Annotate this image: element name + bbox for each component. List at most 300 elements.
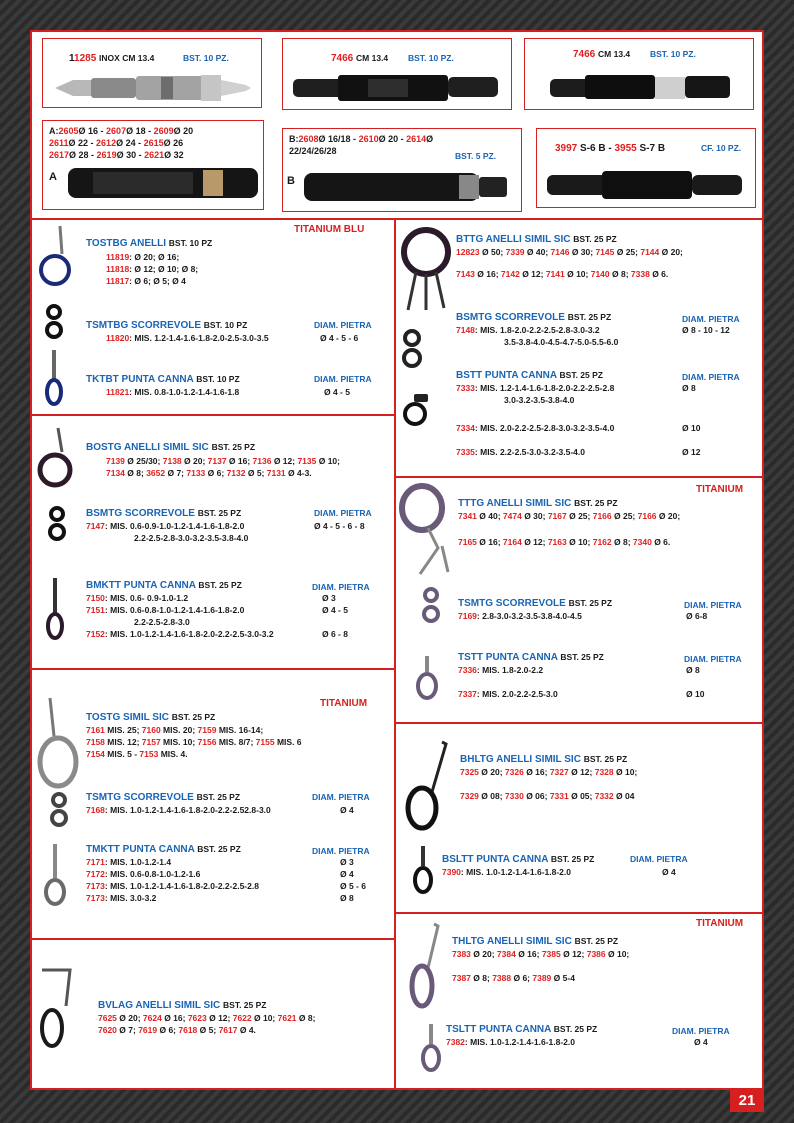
item-text: Ø 5; — [245, 468, 267, 478]
item-text: Ø 08; — [478, 791, 505, 801]
text-line — [452, 972, 752, 984]
text-line — [98, 1024, 315, 1036]
item-text: Ø 6; — [511, 973, 533, 983]
pack-label: BST. 25 PZ — [196, 792, 241, 802]
item-text: MIS. 4. — [158, 749, 188, 759]
item-code: 7171 — [86, 857, 105, 867]
item-code: 7330 — [504, 791, 524, 801]
pack-label: BST. 25 PZ — [197, 844, 241, 854]
divider-center — [394, 218, 396, 1090]
item-code: 7151 — [86, 605, 105, 615]
text-line — [86, 616, 386, 628]
diam-label: DIAM. PIETRA — [684, 600, 742, 610]
item-text: Ø 40; — [524, 247, 551, 257]
item-code: 7163 — [547, 537, 567, 547]
product-name: TSMTG SCORREVOLE — [458, 598, 566, 609]
item-text: : MIS. 1.0-1.2-1.4-1.6-1.8-2.0 — [460, 867, 571, 877]
item-code: 7156 — [197, 737, 217, 747]
guide-bstt-image — [402, 392, 432, 428]
item-text: Ø 10; — [613, 767, 638, 777]
diam-value: Ø 4 - 5 - 6 — [320, 333, 359, 343]
item-code: 7164 — [502, 537, 522, 547]
code: 3997 — [555, 143, 578, 154]
item-text: : 2.8-3.0-3.2-3.5-3.8-4.0-4.5 — [476, 611, 582, 621]
diam-value: Ø 10 — [682, 423, 701, 433]
item-text: Ø 5; — [197, 1025, 219, 1035]
item-text: Ø 8; — [296, 1013, 316, 1023]
item-code: 11817 — [106, 276, 130, 286]
item-code: 7152 — [86, 629, 105, 639]
item-text: Ø 25; — [614, 247, 641, 257]
item-text: Ø 7; — [116, 1025, 139, 1035]
item-text: : Ø 6; Ø 5; Ø 4 — [129, 276, 186, 286]
item-code: 2610 — [358, 134, 379, 144]
item-text: Ø 20 — [173, 126, 194, 136]
text-line — [460, 790, 750, 802]
size-row — [86, 868, 386, 880]
product-title — [458, 652, 604, 663]
item-code: 7131 — [266, 468, 286, 478]
product-line — [446, 1036, 575, 1048]
item-text: : MIS. 2.0-2.2-2.5-2.8-3.0-3.2-3.5-4.0 — [474, 423, 615, 433]
item-text: Ø 10; — [566, 537, 593, 547]
diam-value: Ø 8 — [682, 383, 696, 393]
code-prefix: 1 — [69, 53, 75, 64]
product-7466-caption — [331, 53, 388, 64]
item-text: Ø 30; — [569, 247, 596, 257]
pack-label: BST. 25 PZ — [560, 652, 604, 662]
item-text: : MIS. 1.0-1.2-1.4-1.6-1.8-2.0-2.2-2.5-3.0-3.2 — [104, 629, 274, 639]
product-name: BSMTG SCORREVOLE — [86, 508, 195, 519]
item-text: Ø 8; — [609, 269, 631, 279]
diam-value: Ø 4 — [340, 869, 354, 879]
guide-bmktt-image — [44, 576, 66, 642]
pack-label: BST. 25 PZ — [574, 498, 618, 508]
grip-a-size-rows — [49, 125, 193, 161]
item-code: 7148 — [456, 325, 475, 335]
guide-tsmtg-image — [48, 792, 70, 828]
item-text: MIS. 6 — [274, 737, 302, 747]
item-text: Ø 12; — [271, 456, 298, 466]
product-title — [446, 1024, 597, 1035]
item-code: 7150 — [86, 593, 105, 603]
item-text: Ø 10; — [316, 456, 340, 466]
item-text: Ø 16; — [226, 456, 253, 466]
item-text: 22/24/26/28 — [289, 146, 337, 156]
item-code: 2612 — [96, 138, 117, 148]
pack-label: BST. 25 PZ — [568, 598, 613, 608]
product-lines — [456, 246, 756, 290]
product-lines — [106, 251, 198, 287]
item-text: MIS. 20; — [160, 725, 198, 735]
item-code: 11821 — [106, 387, 130, 397]
guide-tostg-image — [36, 696, 80, 792]
diam-value: Ø 4 - 5 — [324, 387, 350, 397]
item-text: Ø 20; — [116, 1013, 143, 1023]
item-text: Ø 12; — [519, 269, 546, 279]
item-text: MIS. 16-14; — [216, 725, 264, 735]
item-code: 7382 — [446, 1037, 465, 1047]
item-code: 7618 — [178, 1025, 198, 1035]
pack-label: BST. 25 PZ — [553, 1024, 598, 1034]
item-text: : MIS. 0.6-0.8-1.0-1.2-1.6 — [104, 869, 201, 879]
size-row — [86, 604, 386, 616]
item-code: 7142 — [500, 269, 520, 279]
pack-label: BST. 10 PZ — [203, 320, 248, 330]
item-text: Ø 50; — [479, 247, 506, 257]
item-code: 7385 — [541, 949, 561, 959]
diam-label: DIAM. PIETRA — [312, 846, 370, 856]
pack-label: BST. 25 PZ — [559, 370, 603, 380]
item-text: Ø 20 - — [378, 134, 407, 144]
product-title — [456, 312, 611, 323]
size-row — [86, 628, 386, 640]
item-code: 7146 — [550, 247, 570, 257]
pack-label: BST. 25 PZ — [198, 580, 242, 590]
pack-label: BST. 5 PZ. — [455, 151, 497, 161]
guide-bsmtg-r-image — [400, 328, 424, 370]
diam-label: DIAM. PIETRA — [314, 508, 372, 518]
item-code: 7161 — [86, 725, 105, 735]
text-line — [452, 948, 752, 960]
item-code: 7139 — [106, 456, 125, 466]
grip-a-label: A — [49, 171, 57, 183]
text-line — [289, 133, 433, 145]
divider-right-3 — [394, 912, 762, 914]
diam-value: Ø 5 - 6 — [340, 881, 366, 891]
item-code: 7133 — [186, 468, 206, 478]
item-text: Ø 22 - — [68, 138, 97, 148]
item-code: 7140 — [590, 269, 610, 279]
desc: CM 13.4 — [356, 53, 389, 63]
item-code: 7147 — [86, 521, 105, 531]
product-rows — [86, 592, 386, 640]
item-text: B: — [289, 134, 299, 144]
item-code: 12823 — [456, 247, 480, 257]
item-text: Ø 25; — [611, 511, 638, 521]
item-text: Ø 25/30; — [124, 456, 163, 466]
item-text: Ø 10; — [251, 1013, 278, 1023]
item-text: Ø 04 — [613, 791, 635, 801]
item-code: 2609 — [153, 126, 174, 136]
product-line-cont: 2.2-2.5-2.8-3.0-3.2-3.5-3.8-4.0 — [134, 533, 249, 543]
item-code: 7389 — [532, 973, 552, 983]
pack-label: BST. 25 PZ — [223, 1000, 267, 1010]
text-line — [460, 766, 750, 778]
product-11285-caption — [69, 53, 154, 64]
product-title — [86, 792, 240, 803]
item-text: MIS. 8/7; — [216, 737, 256, 747]
diam-value: Ø 3 — [340, 857, 354, 867]
pack-label: BST. 10 PZ. — [183, 53, 229, 63]
code: 7466 — [573, 49, 596, 60]
desc: CM 13.4 — [598, 49, 631, 59]
item-text: MIS. 25; — [104, 725, 142, 735]
item-code: 7339 — [505, 247, 525, 257]
text-line — [86, 748, 302, 760]
item-code: 7160 — [141, 725, 161, 735]
item-text: Ø 16; — [515, 949, 542, 959]
item-code: 7331 — [549, 791, 569, 801]
item-text: Ø 16; — [523, 767, 550, 777]
item-text: Ø 30; — [521, 511, 548, 521]
pack-label: BST. 25 PZ — [550, 854, 595, 864]
item-code: 7619 — [138, 1025, 158, 1035]
pack-label: BST. 25 PZ — [567, 312, 612, 322]
item-text: Ø 12; — [568, 767, 595, 777]
item-text: : MIS. 1.2-1.4-1.6-1.8-2.0-2.5-3.0-3.5 — [129, 333, 269, 343]
guide-tsmtg-r-image — [420, 586, 442, 626]
diam-value: Ø 4 — [694, 1037, 708, 1047]
item-code: 7387 — [452, 973, 471, 983]
item-text: Ø 20; — [181, 456, 208, 466]
product-name: TSMTBG SCORREVOLE — [86, 320, 202, 331]
item-text: MIS. 5 - — [104, 749, 140, 759]
guide-bostg-image — [36, 426, 76, 496]
reel-seat-black-2-image — [545, 69, 745, 105]
size-row — [86, 616, 386, 628]
item-code: 2614 — [406, 134, 427, 144]
item-code: 11818 — [106, 264, 130, 274]
text-line — [458, 510, 758, 522]
item-text: Ø 6; — [157, 1025, 179, 1035]
text-line — [106, 251, 198, 263]
product-line — [456, 382, 614, 394]
item-text: : MIS. 1.8-2.0-2.2-2.5-2.8-3.0-3.2 — [474, 325, 600, 335]
product-name: BVLAG ANELLI SIMIL SIC — [98, 1000, 221, 1011]
pack-label: BST. 25 PZ — [573, 234, 617, 244]
product-lines — [98, 1012, 315, 1036]
item-code: 2615 — [143, 138, 164, 148]
product-name: TOSTBG ANELLI — [86, 238, 166, 249]
diam-label: DIAM. PIETRA — [312, 792, 370, 802]
item-text: Ø 8; — [611, 537, 633, 547]
pack-label: BST. 10 PZ — [196, 374, 240, 384]
product-line — [106, 332, 269, 344]
diam-label: DIAM. PIETRA — [672, 1026, 730, 1036]
item-code: 7617 — [218, 1025, 238, 1035]
item-text: Ø 6. — [651, 537, 671, 547]
guide-tmktt-image — [42, 842, 68, 908]
code: 3955 — [614, 143, 637, 154]
product-name: BTTG ANELLI SIMIL SIC — [456, 234, 571, 245]
pack-label: BST. 25 PZ — [171, 712, 216, 722]
desc: INOX CM 13.4 — [99, 53, 155, 63]
size-row — [86, 856, 386, 868]
item-code: 7383 — [452, 949, 471, 959]
item-code: 2619 — [96, 150, 117, 160]
item-code: 7336 — [458, 665, 477, 675]
product-name: TMKTT PUNTA CANNA — [86, 844, 195, 855]
guide-tttg-image — [398, 482, 458, 582]
item-code: 7173 — [86, 893, 105, 903]
product-title — [86, 320, 247, 331]
item-code: 7334 — [456, 423, 475, 433]
item-text: Ø 26 — [163, 138, 184, 148]
pack-label: BST. 25 PZ — [574, 936, 619, 946]
product-name: TKTBT PUNTA CANNA — [86, 374, 194, 385]
item-code: 7158 — [86, 737, 105, 747]
product-name: TSMTG SCORREVOLE — [86, 792, 194, 803]
product-title — [86, 374, 240, 385]
item-code: 7386 — [586, 949, 606, 959]
product-name: TSTT PUNTA CANNA — [458, 652, 558, 663]
guide-tostbg-image — [38, 224, 72, 300]
diam-value: Ø 8 - 10 - 12 — [682, 325, 730, 335]
product-title — [460, 754, 627, 765]
section-tag: TITANIUM BLU — [294, 224, 365, 235]
item-code: 7132 — [226, 468, 246, 478]
item-text: A: — [49, 126, 59, 136]
grip-b-image — [299, 165, 519, 209]
item-code: 7155 — [255, 737, 275, 747]
item-code: 7168 — [86, 805, 105, 815]
item-code: 7159 — [197, 725, 217, 735]
product-name: BHLTG ANELLI SIMIL SIC — [460, 754, 581, 765]
product-title — [458, 598, 612, 609]
item-code: 7143 — [456, 269, 475, 279]
item-code: 7134 — [106, 468, 125, 478]
guide-tsmtbg-image — [42, 304, 66, 340]
product-title — [98, 1000, 266, 1011]
product-title — [456, 234, 617, 245]
item-code: 7154 — [86, 749, 105, 759]
divider-top — [32, 218, 762, 220]
guide-tstt-image — [414, 654, 440, 702]
item-code: 7338 — [630, 269, 650, 279]
text-line — [456, 246, 756, 258]
item-code: 7165 — [458, 537, 477, 547]
item-code: 11820 — [106, 333, 130, 343]
product-box-7466-b — [524, 38, 754, 110]
item-text: : MIS. 1.0-1.2-1.4-1.6-1.8-2.0 — [464, 1037, 575, 1047]
item-code: 7340 — [632, 537, 652, 547]
item-code: 7145 — [595, 247, 615, 257]
item-text: Ø 30 - — [116, 150, 145, 160]
product-line — [86, 804, 271, 816]
grip-b-label: B — [287, 175, 295, 187]
item-text: MIS. 12; — [104, 737, 142, 747]
product-title — [86, 712, 215, 723]
product-line — [458, 688, 558, 700]
text-line — [106, 467, 340, 479]
item-text: Ø 12; — [206, 1013, 233, 1023]
item-text: Ø 20; — [656, 511, 681, 521]
item-text: Ø — [426, 134, 434, 144]
item-code: 7166 — [637, 511, 657, 521]
item-code: 7623 — [187, 1013, 207, 1023]
pack-label: BST. 10 PZ. — [650, 49, 696, 59]
diam-value: Ø 12 — [682, 447, 701, 457]
product-title — [86, 844, 241, 855]
product-name: TSLTT PUNTA CANNA — [446, 1024, 551, 1035]
item-text: Ø 18 - — [126, 126, 154, 136]
product-box-grip-b — [282, 128, 522, 212]
text-line — [49, 125, 193, 137]
reel-seat-black-image — [288, 67, 508, 107]
diam-label: DIAM. PIETRA — [314, 374, 372, 384]
product-box-11285 — [42, 38, 262, 108]
text-line — [106, 455, 340, 467]
diam-value: Ø 6 - 8 — [322, 629, 348, 639]
item-text: Ø 16; — [474, 269, 501, 279]
item-code: 7153 — [139, 749, 159, 759]
diam-value: Ø 4 — [340, 805, 354, 815]
diam-value: Ø 6-8 — [686, 611, 708, 621]
item-text: Ø 20; — [470, 949, 497, 959]
item-text: : MIS. 3.0-3.2 — [104, 893, 157, 903]
item-code: 7169 — [458, 611, 477, 621]
item-text: : MIS. 2.2-2.5-3.0-3.2-3.5-4.0 — [474, 447, 585, 457]
item-text: Ø 40; — [476, 511, 503, 521]
item-code: 11819 — [106, 252, 130, 262]
item-code: 7620 — [98, 1025, 117, 1035]
product-name: TOSTG SIMIL SIC — [86, 712, 169, 723]
product-lines — [86, 724, 302, 760]
item-code: 7384 — [496, 949, 516, 959]
item-code: 7325 — [460, 767, 479, 777]
divider-left-3 — [32, 938, 394, 940]
item-text: 2.2-2.5-2.8-3.0 — [134, 617, 190, 627]
text-line — [456, 268, 756, 280]
item-text: Ø 4-3. — [285, 468, 312, 478]
text-line — [106, 275, 198, 287]
item-text: Ø 16 - — [78, 126, 107, 136]
diam-label: DIAM. PIETRA — [630, 854, 688, 864]
item-text: Ø 20; — [659, 247, 683, 257]
item-code: 7136 — [252, 456, 272, 466]
item-code: 7337 — [458, 689, 477, 699]
item-code: 2611 — [49, 138, 69, 148]
catalog-page — [30, 30, 764, 1090]
product-7466b-caption — [573, 49, 630, 60]
guide-bsmtg-image — [46, 506, 68, 542]
product-title — [442, 854, 594, 865]
product-title — [86, 508, 241, 519]
diam-label: DIAM. PIETRA — [682, 372, 740, 382]
item-text: : Ø 20; Ø 16; — [129, 252, 180, 262]
text-line — [86, 724, 302, 736]
grip-b-size-rows — [289, 133, 433, 157]
item-text: Ø 16; — [161, 1013, 188, 1023]
product-name: BSLTT PUNTA CANNA — [442, 854, 549, 865]
diam-value: Ø 4 - 5 — [322, 605, 348, 615]
page-number: 21 — [730, 1090, 764, 1112]
product-title — [456, 370, 603, 381]
product-lines — [458, 510, 758, 562]
size-row — [86, 892, 386, 904]
pack-label: BST. 25 PZ — [197, 508, 242, 518]
item-code: 7622 — [232, 1013, 252, 1023]
product-line — [456, 422, 614, 434]
guide-bhltg-image — [402, 738, 452, 834]
diam-label: DIAM. PIETRA — [682, 314, 740, 324]
product-line — [86, 520, 244, 532]
item-code: 7388 — [492, 973, 512, 983]
pack-label: BST. 25 PZ — [583, 754, 628, 764]
product-line-cont: 3.5-3.8-4.0-4.5-4.7-5.0-5.5-6.0 — [504, 337, 619, 347]
product-line — [458, 664, 543, 676]
divider-right-2 — [394, 722, 762, 724]
pack-label: BST. 10 PZ — [168, 238, 213, 248]
product-lines — [452, 948, 752, 996]
product-name: BSMTG SCORREVOLE — [456, 312, 565, 323]
item-code: 7326 — [504, 767, 524, 777]
item-code: 7166 — [592, 511, 612, 521]
item-text: : MIS. 1.2-1.4-1.6-1.8-2.0-2.2-2.5-2.8 — [474, 383, 615, 393]
item-text: : MIS. 0.6-0.8-1.0-1.2-1.4-1.6-1.8-2.0 — [104, 605, 245, 615]
product-title — [86, 580, 242, 591]
